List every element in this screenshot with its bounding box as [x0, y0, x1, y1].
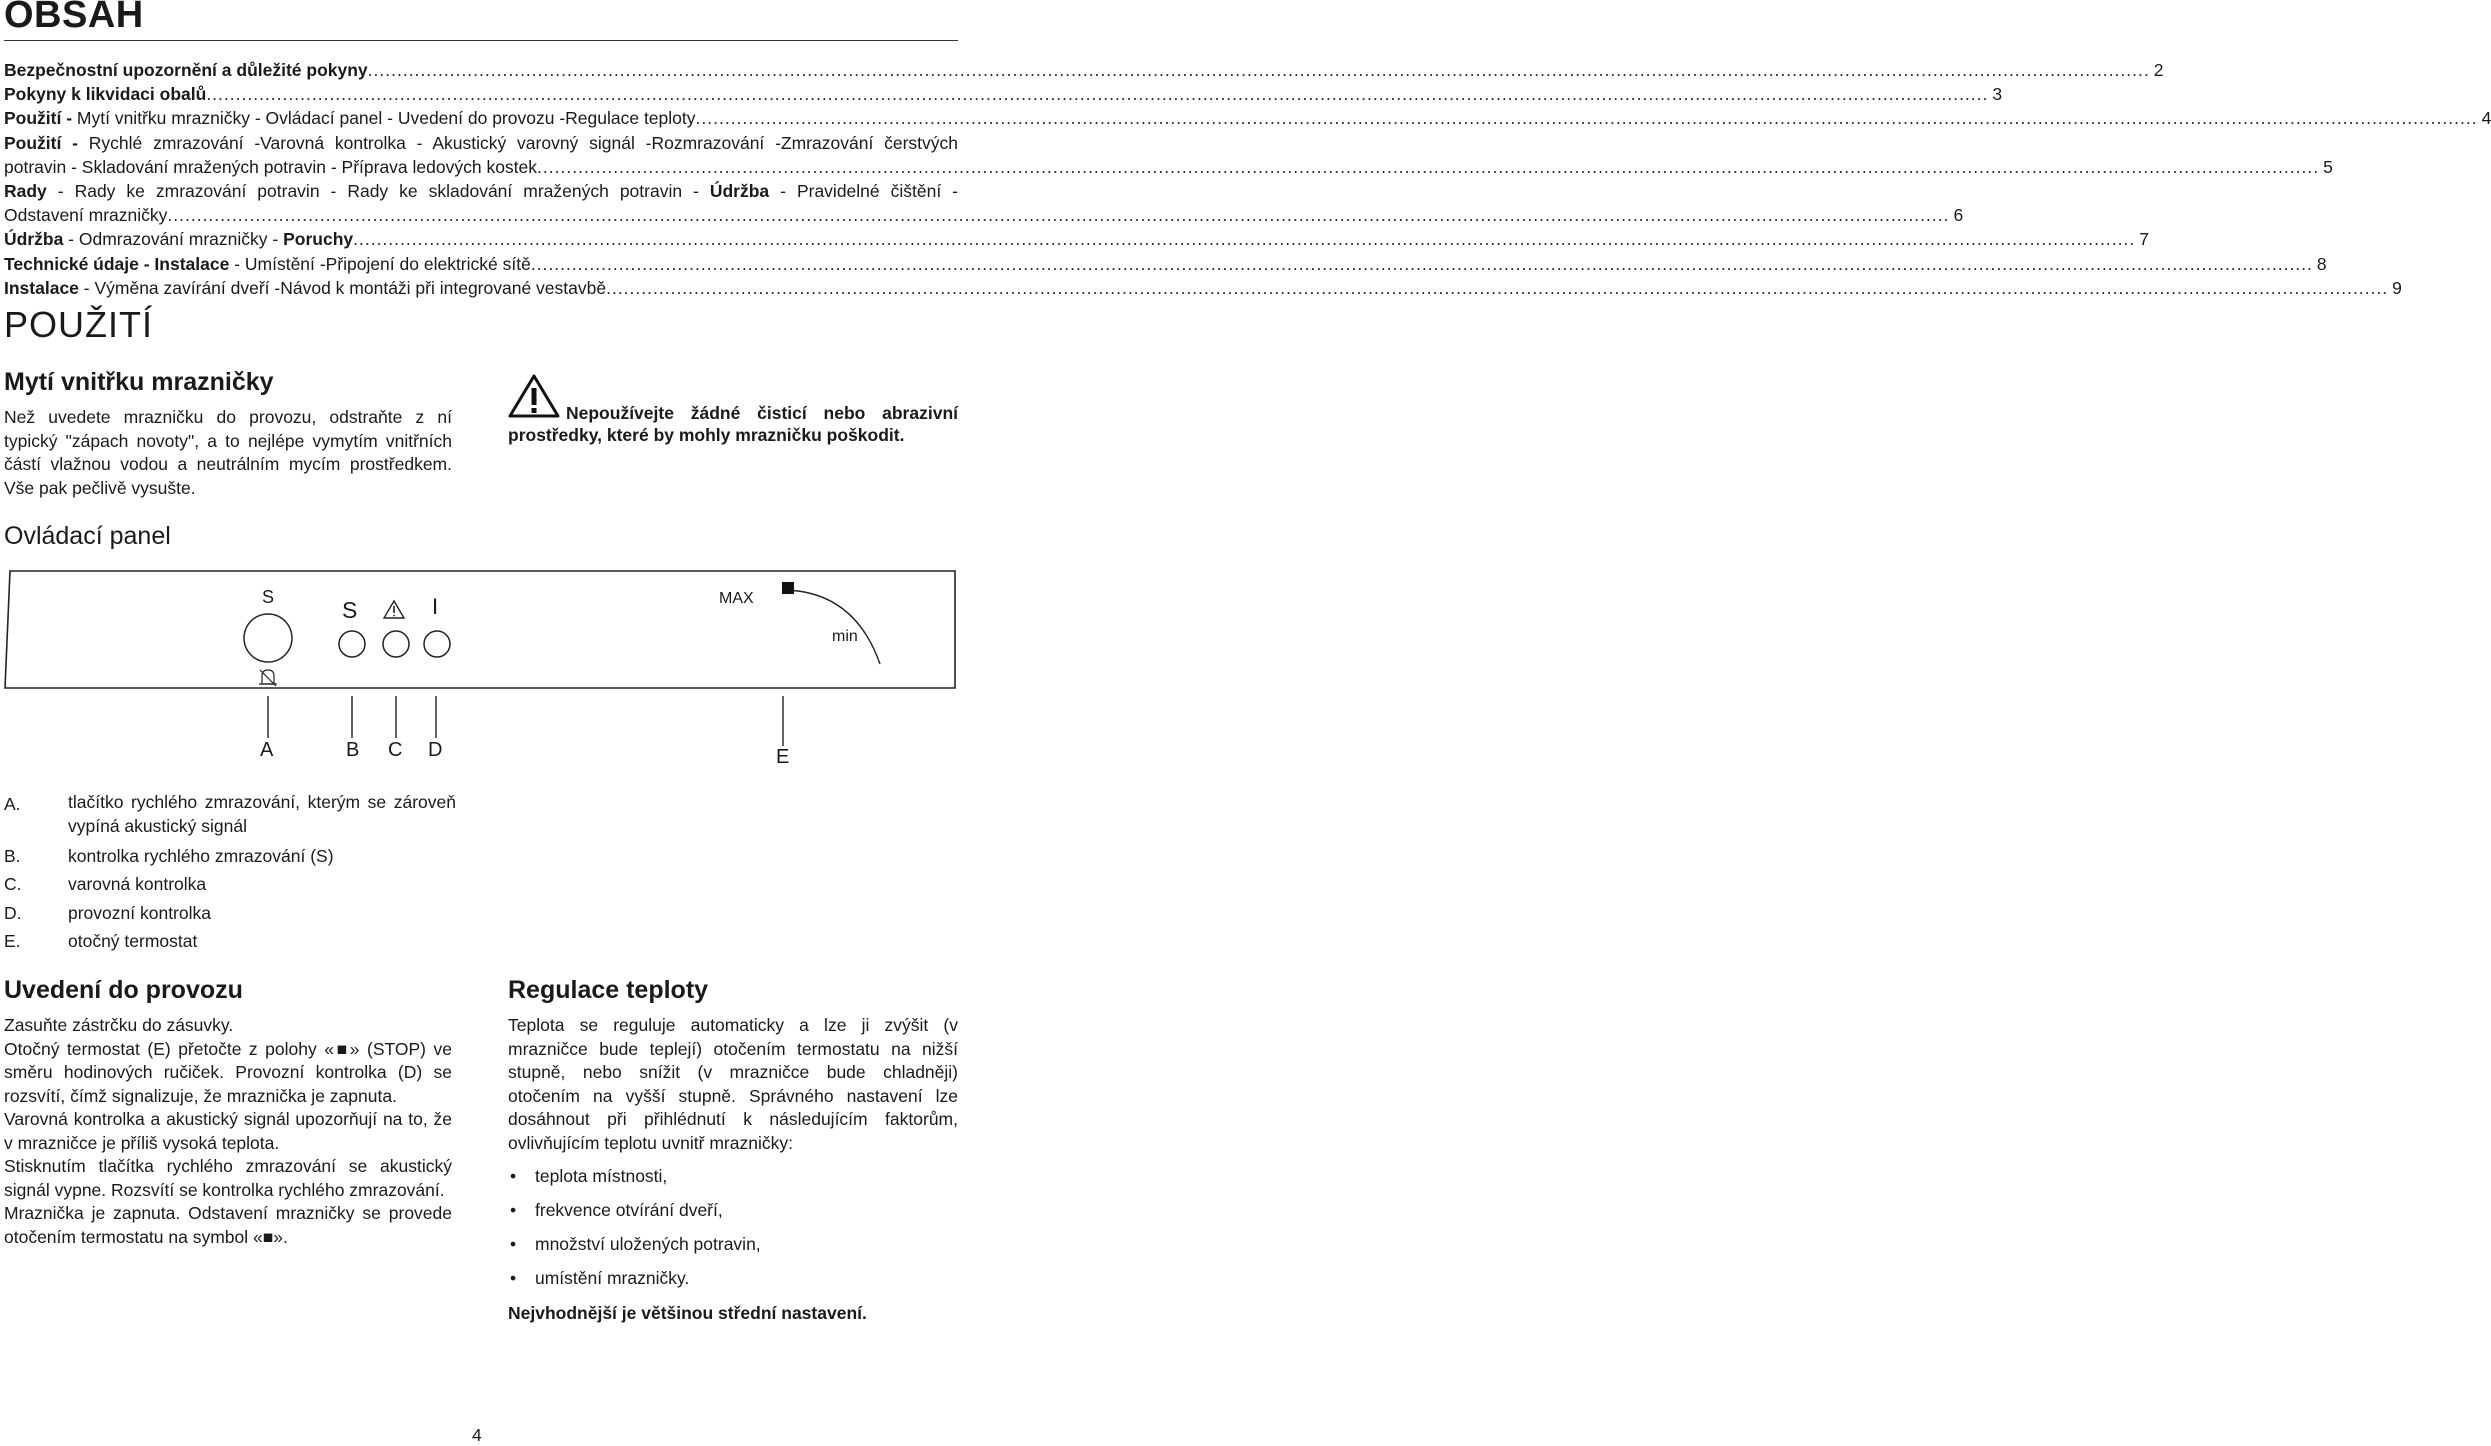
section-title: POUŽITÍ	[4, 304, 153, 345]
toc-text: Odstavení mrazničky	[4, 205, 168, 226]
toc-line	[4, 276, 2402, 300]
startup-paragraph: Stisknutím tlačítka rychlého zmrazování se akustický signál vypne. Rozsvítí se kontrolka rychlého zmrazování.	[4, 1156, 452, 1200]
warning-lamp	[383, 631, 409, 657]
toc-page-number: 2	[2153, 60, 2164, 80]
operation-lamp	[424, 631, 450, 657]
legend-item	[4, 927, 456, 955]
toc-page-number: 7	[2139, 229, 2149, 250]
control-panel-diagram	[0, 560, 960, 775]
callout-c: C	[388, 739, 403, 761]
warning-text: Nepoužívejte žádné čisticí nebo abrazivní prostředky, které by mohly mrazničku poškodit.	[508, 403, 958, 445]
toc-line-text	[4, 203, 167, 227]
toc-line	[4, 252, 2327, 276]
button-s-label: S	[262, 587, 275, 607]
toc-leader-dots	[531, 252, 2313, 276]
control-panel-heading: Ovládací panel	[4, 522, 171, 550]
lamp-s-label: S	[342, 597, 358, 623]
startup-paragraph: Mraznička je zapnuta. Odstavení mrazničky se provede otočením termostatu na symbol «■».	[4, 1203, 452, 1247]
stop-symbol-icon	[782, 582, 794, 594]
legend-text: provozní kontrolka	[68, 902, 211, 923]
toc-line-text	[4, 82, 206, 106]
toc-line	[4, 155, 2333, 179]
toc-text: - Odmrazování mrazničky -	[63, 229, 284, 250]
temperature-heading: Regulace teploty	[508, 976, 709, 1004]
toc-entry-first-line	[4, 131, 958, 155]
toc-page-number: 8	[2316, 253, 2327, 274]
toc-text: Pokyny k likvidaci obalů	[4, 84, 207, 105]
thermostat-max-label: MAX	[719, 590, 754, 607]
toc-leader-dots	[167, 203, 1949, 227]
toc-line-text	[4, 227, 353, 251]
legend-item	[4, 899, 456, 927]
toc-line-text	[4, 58, 368, 82]
toc-line-text	[4, 276, 606, 300]
toc-text: - Umístění -Připojení do elektrické sítě	[229, 253, 531, 274]
toc-line-text	[4, 252, 531, 276]
toc-leader-dots	[206, 82, 1988, 106]
toc-leader-dots	[537, 155, 2319, 179]
toc-text: potravin - Skladování mražených potravin - Příprava ledových kostek	[4, 156, 538, 177]
legend-letter: B.	[4, 846, 21, 866]
legend-item	[4, 870, 456, 898]
callout-e: E	[776, 746, 790, 768]
toc-line	[4, 106, 2491, 130]
list-item: • umístění mrazničky.	[508, 1261, 958, 1295]
washing-heading: Mytí vnitřku mrazničky	[4, 368, 274, 396]
legend-text: otočný termostat	[68, 931, 198, 952]
startup-paragraph: Zasuňte zástrčku do zásuvky.	[4, 1015, 234, 1035]
toc-page-number: 4	[2481, 108, 2491, 129]
toc-text: Poruchy	[283, 229, 354, 250]
list-item: • množství uložených potravin,	[508, 1227, 958, 1261]
legend-text: kontrolka rychlého zmrazování (S)	[68, 846, 334, 866]
thermostat-scale	[787, 590, 880, 664]
toc-page-number: 6	[1953, 205, 1964, 226]
washing-text: Než uvedete mrazničku do provozu, odstraňte z ní typický "zápach novoty", a to nejlépe vymytím vnitřních částí vlažnou vodou a neutrálním mycím prostředkem. Vše pak pečlivě vysušte.	[4, 407, 452, 498]
toc-entry[interactable]	[4, 82, 2003, 106]
toc-line-text	[4, 155, 537, 179]
toc-text: Bezpečnostní upozornění a důležité pokyny	[4, 60, 368, 80]
toc-text: Rychlé zmrazování -Varovná kontrolka - Akustický varovný signál -Rozmrazování -Zmrazování čerstvých	[88, 132, 959, 153]
legend-letter: C.	[4, 874, 22, 895]
legend-text: varovná kontrolka	[68, 874, 207, 895]
toc-text: Technické údaje - Instalace	[4, 253, 230, 274]
toc-entry[interactable]	[4, 179, 1964, 227]
callout-b: B	[346, 739, 360, 761]
small-warning-icon	[384, 601, 404, 618]
toc-entry[interactable]	[4, 106, 2491, 130]
toc-leader-dots	[368, 58, 2150, 82]
toc-text: Mytí vnitřku mrazničky - Ovládací panel - Uvedení do provozu -Regulace teploty	[76, 108, 696, 129]
toc-text: - Výměna zavírání dveří -Návod k montáži při integrované vestavbě	[78, 277, 607, 298]
toc-text: - Pravidelné čištění -	[769, 181, 958, 202]
callout-a: A	[260, 739, 274, 761]
toc-leader-dots	[696, 106, 2478, 130]
list-item: • teplota místnosti,	[508, 1159, 958, 1193]
legend-letter: D.	[4, 902, 22, 923]
toc-line	[4, 203, 1964, 227]
control-panel-legend	[4, 790, 456, 956]
table-of-contents	[4, 58, 2491, 300]
quick-freeze-button	[244, 614, 292, 662]
toc-line-text	[4, 106, 696, 130]
temperature-conclusion: Nejvhodnější je většinou střední nastavení.	[508, 1303, 867, 1323]
toc-leader-dots	[606, 276, 2388, 300]
startup-text	[4, 1014, 452, 1249]
toc-line	[4, 227, 2149, 251]
temperature-factors	[508, 1159, 958, 1295]
toc-entry[interactable]	[4, 252, 2327, 276]
toc-line	[4, 58, 2164, 82]
lamp-i-label: I	[432, 594, 439, 619]
toc-text: Použití -	[4, 108, 77, 129]
toc-text: Údržba	[4, 229, 64, 250]
toc-text: Instalace	[4, 277, 79, 298]
toc-page-number: 9	[2392, 277, 2402, 298]
toc-entry[interactable]	[4, 276, 2402, 300]
toc-title: OBSAH	[4, 0, 144, 36]
startup-heading: Uvedení do provozu	[4, 976, 243, 1004]
startup-paragraph: Varovná kontrolka a akustický signál upozorňují na to, že v mrazničce je příliš vysoká teplota.	[4, 1109, 452, 1153]
toc-entry[interactable]	[4, 58, 2164, 82]
toc-line	[4, 82, 2003, 106]
callout-d: D	[428, 739, 443, 761]
divider	[4, 40, 958, 41]
toc-page-number: 3	[1992, 84, 2003, 105]
toc-entry-first-line	[4, 179, 958, 203]
legend-letter: A.	[4, 794, 21, 814]
temperature-intro: Teplota se reguluje automaticky a lze ji zvýšit (v mrazničce bude teplejí) otočením termostatu na nižší stupně, nebo snížit (v mrazničce bude chladněji) otočením na vyšší stupně. Správného nastavení lze dosáhnout při přihlédnutí k následujícím faktorům, ovlivňujícím teplotu uvnitř mrazničky:	[508, 1015, 958, 1153]
panel-outline	[5, 571, 955, 688]
quick-freeze-lamp	[339, 631, 365, 657]
toc-text: Údržba	[709, 181, 770, 202]
list-item: • frekvence otvírání dveří,	[508, 1193, 958, 1227]
toc-leader-dots	[353, 227, 2135, 251]
startup-paragraph: Otočný termostat (E) přetočte z polohy «■» (STOP) ve směru hodinových ručiček. Provozní kontrolka (D) se rozsvítí, čímž signalizuje, že mraznička je zapnuta.	[4, 1038, 452, 1106]
bell-muted-icon	[259, 670, 277, 686]
toc-entry[interactable]	[4, 131, 2333, 179]
legend-letter: E.	[4, 931, 21, 952]
toc-page-number: 5	[2323, 156, 2333, 177]
toc-text: - Rady ke zmrazování potravin - Rady ke skladování mražených potravin -	[46, 181, 710, 202]
legend-item	[4, 790, 456, 838]
thermostat-min-label: min	[832, 628, 858, 645]
page-number: 4	[472, 1425, 482, 1445]
legend-text: tlačítko rychlého zmrazování, kterým se zároveň vypíná akustický signál	[68, 792, 456, 836]
toc-text: Použití -	[4, 132, 89, 153]
toc-entry[interactable]	[4, 227, 2149, 251]
toc-text: Rady	[4, 181, 47, 202]
legend-item	[4, 842, 456, 870]
